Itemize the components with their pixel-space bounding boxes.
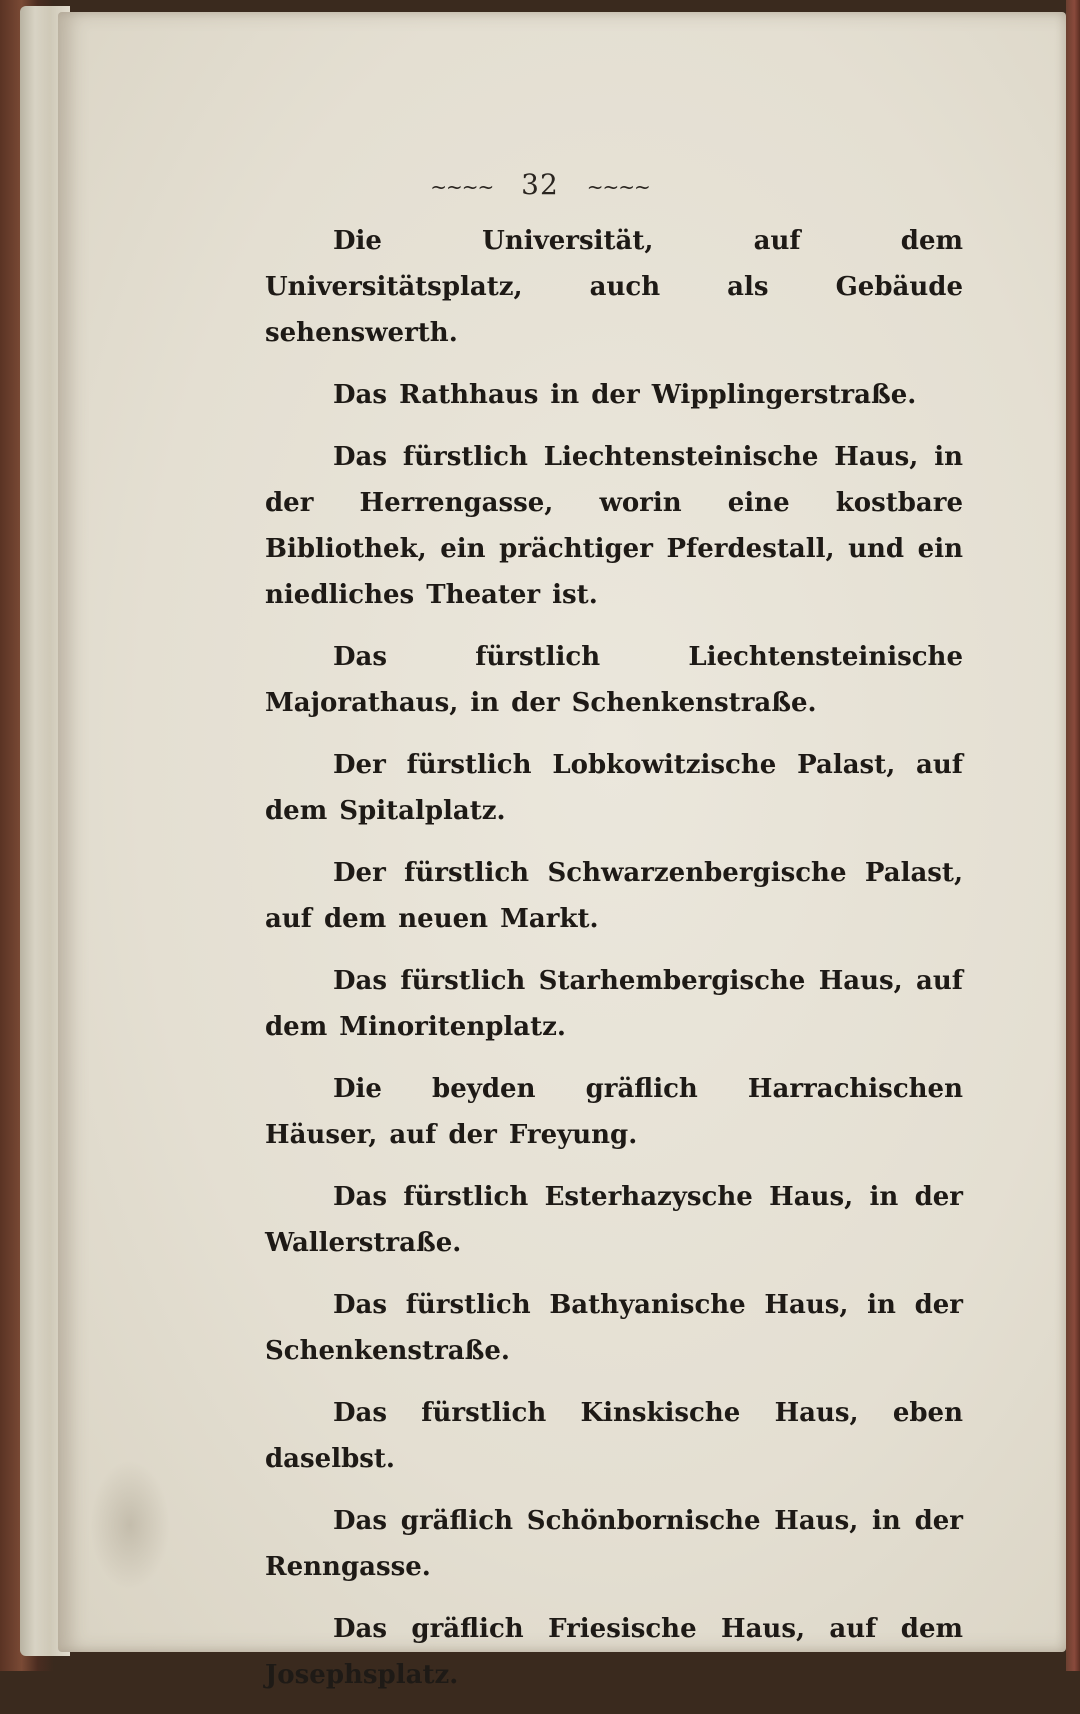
entry-starhemberg-haus: Das fürstlich Starhembergische Haus, auf dem Minoritenplatz.: [265, 966, 963, 1042]
entry-kinsky-haus: Das fürstlich Kinskische Haus, eben daselbst.: [265, 1398, 963, 1474]
entry-harrach-haeuser: Die beyden gräflich Harrachischen Häuser, auf der Freyung.: [265, 1074, 963, 1150]
entry-universitaet: Die Universität, auf dem Universitätsplatz, auch als Gebäude sehenswerth.: [265, 226, 963, 348]
entry-liechtenstein-majorathaus: Das fürstlich Liechtensteinische Majorathaus, in der Schenkenstraße.: [265, 642, 963, 718]
entry-lobkowitz-palast: Der fürstlich Lobkowitzische Palast, auf dem Spitalplatz.: [265, 750, 963, 826]
entry-schwarzenberg-palast: Der fürstlich Schwarzenbergische Palast, auf dem neuen Markt.: [265, 858, 963, 934]
entry-esterhazy-haus: Das fürstlich Esterhazysche Haus, in der Wallerstraße.: [265, 1182, 963, 1258]
entry-bathyan-haus: Das fürstlich Bathyanische Haus, in der Schenkenstraße.: [265, 1290, 963, 1366]
ornament-left: ~~~~: [430, 174, 494, 199]
ornament-right: ~~~~: [586, 174, 650, 199]
paper-stain: [90, 1460, 170, 1590]
page-header: [0, 168, 1080, 201]
page-number: 32: [521, 168, 559, 201]
entry-schoenborn-haus: Das gräflich Schönbornische Haus, in der Renngasse.: [265, 1506, 963, 1582]
entry-fries-haus: Das gräflich Friesische Haus, auf dem Josephsplatz.: [265, 1614, 963, 1690]
page-body: [265, 218, 963, 1714]
entry-rathhaus: Das Rathhaus in der Wipplingerstraße.: [333, 380, 917, 410]
book-binding: [1066, 0, 1080, 1671]
entry-liechtenstein-haus: Das fürstlich Liechtensteinische Haus, in der Herrengasse, worin eine kostbare Bibliothek, ein prächtiger Pferdestall, und ein niedliches Theater ist.: [265, 442, 963, 610]
